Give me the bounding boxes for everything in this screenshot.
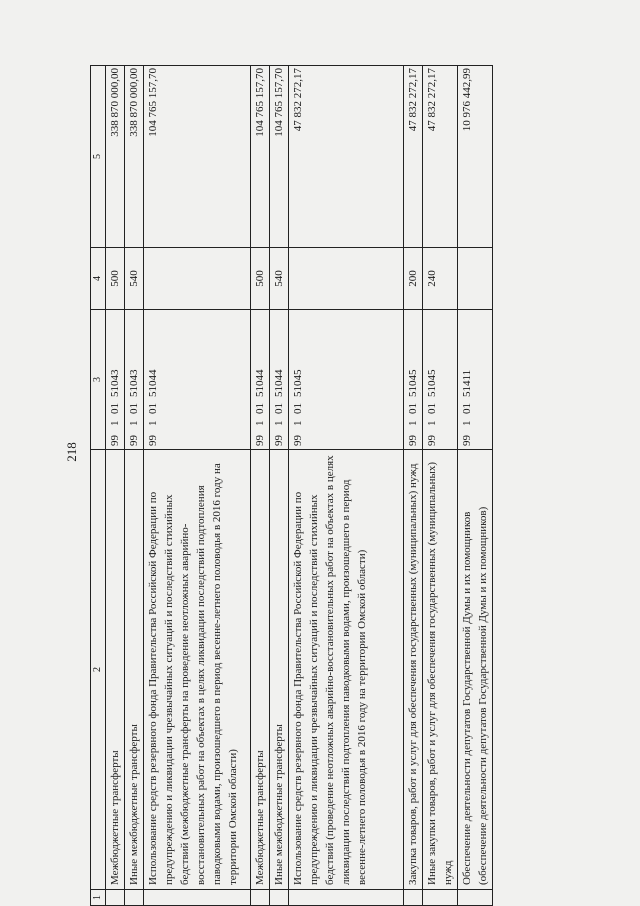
- cell-num: [270, 890, 289, 906]
- cell-amount: 104 765 157,70: [270, 66, 289, 248]
- cell-amount: 47 832 272,17: [289, 66, 404, 248]
- cell-name: Иные межбюджетные трансферты: [125, 450, 144, 890]
- table-body: [106, 66, 493, 906]
- cell-kvr: [458, 248, 493, 310]
- cell-num: [251, 890, 270, 906]
- table-row: [251, 66, 270, 906]
- table-row: [106, 66, 125, 906]
- cell-name: Закупка товаров, работ и услуг для обеспечения государственных (муниципальных) нужд: [404, 450, 423, 890]
- cell-amount: 338 870 000,00: [106, 66, 125, 248]
- table-row: [423, 66, 458, 906]
- col-header-5: 5: [91, 66, 106, 248]
- cell-name: Обеспечение деятельности депутатов Государственной Думы и их помощников (обеспечение деятельности депутатов Государственной Думы и их помощников): [458, 450, 493, 890]
- cell-amount: 47 832 272,17: [423, 66, 458, 248]
- cell-name: Использование средств резервного фонда Правительства Российской Федерации по предупреждению и ликвидации чрезвычайных ситуаций и последствий стихийных бедствий (межбюджетные трансферты на проведение неотложных аварийно-восстановительных работ на объектах в целях ликвидации последствий подтопления паводковыми водами, произошедшего в период весенне-летнего половодья в 2016 году на территории Омской области): [144, 450, 251, 890]
- cell-kvr: [289, 248, 404, 310]
- cell-code: 9910151043: [106, 310, 125, 450]
- table-row: [458, 66, 493, 906]
- cell-code: 9910151411: [458, 310, 493, 450]
- table-row: [404, 66, 423, 906]
- cell-num: [404, 890, 423, 906]
- cell-amount: 10 976 442,99: [458, 66, 493, 248]
- cell-num: [144, 890, 251, 906]
- col-header-4: 4: [91, 248, 106, 310]
- cell-kvr: 500: [106, 248, 125, 310]
- col-header-2: 2: [91, 450, 106, 890]
- cell-name: Иные межбюджетные трансферты: [270, 450, 289, 890]
- cell-code: 9910151044: [251, 310, 270, 450]
- col-header-3: 3: [91, 310, 106, 450]
- cell-code: 9910151043: [125, 310, 144, 450]
- budget-table: [90, 65, 493, 906]
- cell-kvr: 540: [125, 248, 144, 310]
- cell-kvr: 540: [270, 248, 289, 310]
- cell-code: 9910151044: [144, 310, 251, 450]
- col-header-1: 1: [91, 890, 106, 906]
- cell-code: 9910151045: [404, 310, 423, 450]
- cell-num: [106, 890, 125, 906]
- cell-num: [458, 890, 493, 906]
- cell-num: [423, 890, 458, 906]
- rotated-budget-table: [90, 66, 570, 906]
- cell-name: Использование средств резервного фонда Правительства Российской Федерации по предупреждению и ликвидации чрезвычайных ситуаций и последствий стихийных бедствий (проведение неотложных аварийно-восстановительных работ на объектах в целях ликвидации последствий подтопления паводковыми водами, произошедшего в период весенне-летнего половодья в 2016 году на территории Омской области): [289, 450, 404, 890]
- cell-name: Иные закупки товаров, работ и услуг для обеспечения государственных (муниципальных) нужд: [423, 450, 458, 890]
- cell-num: [289, 890, 404, 906]
- table-row: [289, 66, 404, 906]
- cell-amount: 104 765 157,70: [144, 66, 251, 248]
- cell-code: 9910151045: [423, 310, 458, 450]
- cell-amount: 104 765 157,70: [251, 66, 270, 248]
- cell-amount: 47 832 272,17: [404, 66, 423, 248]
- cell-kvr: 500: [251, 248, 270, 310]
- cell-kvr: [144, 248, 251, 310]
- header-row: [91, 66, 106, 906]
- cell-name: Межбюджетные трансферты: [251, 450, 270, 890]
- cell-amount: 338 870 000,00: [125, 66, 144, 248]
- cell-name: Межбюджетные трансферты: [106, 450, 125, 890]
- table-row: [144, 66, 251, 906]
- cell-code: 9910151045: [289, 310, 404, 450]
- table-row: [270, 66, 289, 906]
- table-row: [125, 66, 144, 906]
- page-number: 218: [64, 442, 79, 462]
- cell-num: [125, 890, 144, 906]
- cell-kvr: 240: [423, 248, 458, 310]
- cell-code: 9910151044: [270, 310, 289, 450]
- cell-kvr: 200: [404, 248, 423, 310]
